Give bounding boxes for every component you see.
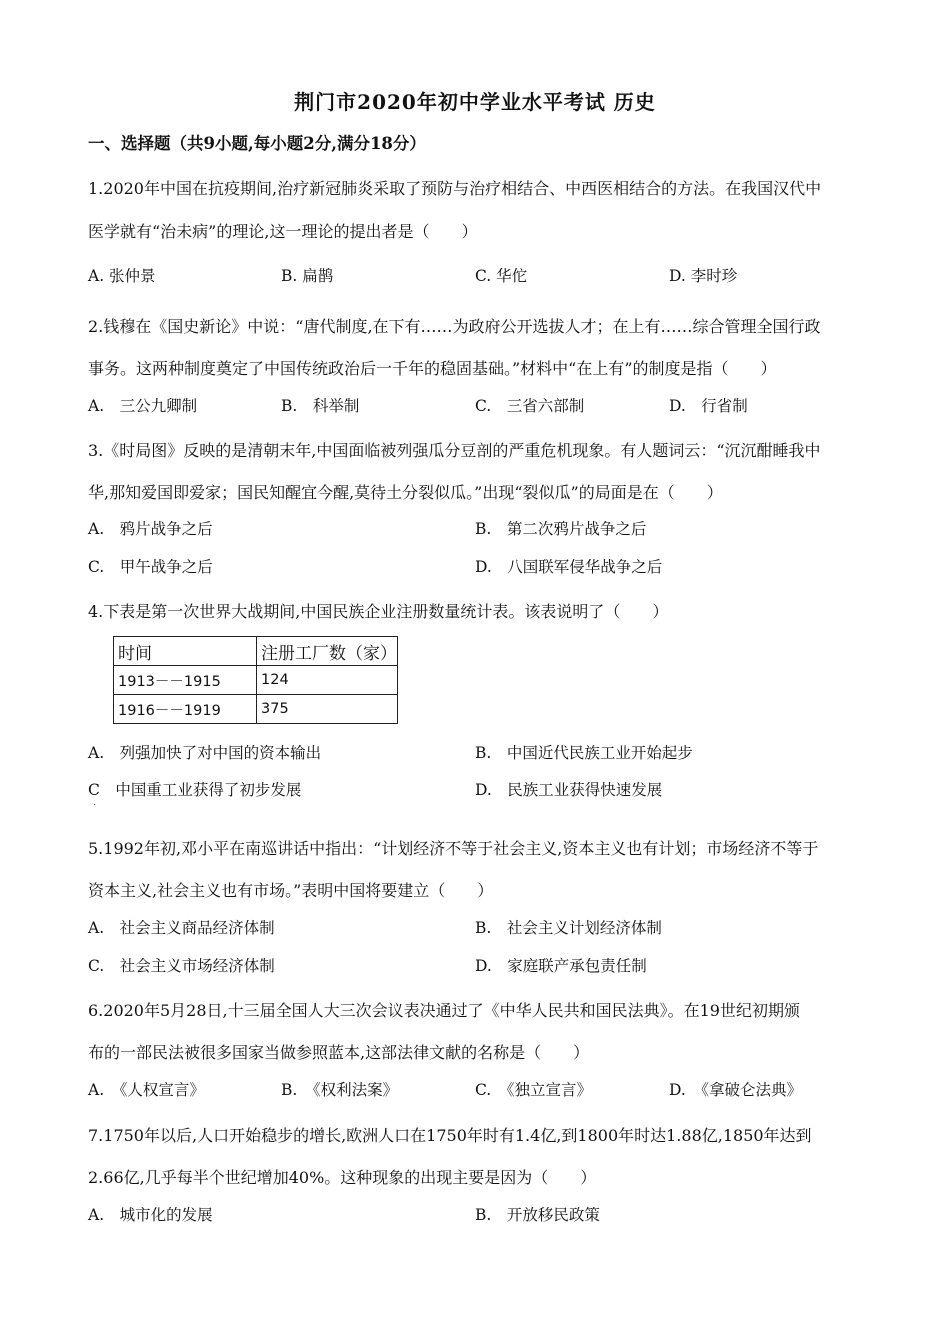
question-6-option-b: B. 《权利法案》: [281, 1081, 399, 1099]
enterprise-registration-table: [113, 636, 398, 724]
question-6-line-2: 布的一部民法被很多国家当做参照蓝本,这部法律文献的名称是（ ）: [88, 1043, 590, 1062]
question-5-line-1: 5.1992年初,邓小平在南巡讲话中指出：“计划经济不等于社会主义,资本主义也有计划；市场经济不等于: [88, 839, 819, 858]
question-4-line-1: 4.下表是第一次世界大战期间,中国民族企业注册数量统计表。该表说明了（ ）: [88, 602, 669, 621]
section-heading: 一、选择题（共9小题,每小题2分,满分18分）: [88, 134, 426, 153]
question-3-line-1: 3.《时局图》反映的是清朝末年,中国面临被列强瓜分豆剖的严重危机现象。有人题词云：“沉沉酣睡我中: [88, 441, 821, 460]
question-3-option-b: B. 第二次鸦片战争之后: [475, 520, 647, 538]
question-5-option-c: C. 社会主义市场经济体制: [88, 957, 275, 975]
question-5-line-2: 资本主义,社会主义也有市场。”表明中国将要建立（ ）: [88, 881, 494, 900]
table-cell: 1916－－1919: [114, 695, 257, 724]
question-5-option-a: A. 社会主义商品经济体制: [88, 919, 275, 937]
table-cell: 375: [257, 695, 398, 724]
question-6-line-1: 6.2020年5月28日,十三届全国人大三次会议表决通过了《中华人民共和国民法典》。在19世纪初期颁: [88, 1001, 800, 1020]
question-5-option-b: B. 社会主义计划经济体制: [475, 919, 662, 937]
question-2-option-a: A. 三公九卿制: [88, 397, 198, 415]
question-3-line-2: 华,那知爱国即爱家；国民知醒宜今醒,莫待土分裂似瓜。”出现“裂似瓜”的局面是在（ ）: [88, 483, 723, 502]
question-2-option-d: D. 行省制: [669, 397, 748, 415]
question-7-option-b: B. 开放移民政策: [475, 1206, 600, 1224]
table-header-row: [114, 637, 398, 666]
question-3-option-c: C. 甲午战争之后: [88, 558, 213, 576]
question-2-line-1: 2.钱穆在《国史新论》中说：“唐代制度,在下有……为政府公开选拔人才；在上有……综合管理全国行政: [88, 317, 821, 336]
question-1-line-1: 1.2020年中国在抗疫期间,治疗新冠肺炎采取了预防与治疗相结合、中西医相结合的方法。在我国汉代中: [88, 179, 822, 198]
table-cell: 1913－－1915: [114, 666, 257, 695]
question-3-option-d: D. 八国联军侵华战争之后: [475, 558, 663, 576]
question-6-option-c: C. 《独立宣言》: [475, 1081, 592, 1099]
question-2-line-2: 事务。这两种制度奠定了中国传统政治后一千年的稳固基础。”材料中“在上有”的制度是指（ ）: [88, 359, 777, 378]
question-6-option-a: A. 《人权宣言》: [88, 1081, 205, 1099]
question-1-option-a: A. 张仲景: [88, 267, 156, 285]
question-4-option-b: B. 中国近代民族工业开始起步: [475, 744, 693, 762]
question-1-option-d: D. 李时珍: [669, 267, 738, 285]
table-row: [114, 695, 398, 724]
page-title: 荆门市2020年初中学业水平考试 历史: [294, 90, 656, 114]
table-cell: 124: [257, 666, 398, 695]
question-1-option-b: B. 扁鹊: [281, 267, 334, 285]
question-3-option-a: A. 鸦片战争之后: [88, 520, 213, 538]
question-2-option-b: B. 科举制: [281, 397, 360, 415]
question-6-option-d: D. 《拿破仑法典》: [669, 1081, 803, 1099]
question-4-option-a: A. 列强加快了对中国的资本输出: [88, 744, 322, 762]
table-header-cell: 时间: [114, 637, 257, 666]
table-header-cell: 注册工厂数（家）: [257, 637, 398, 666]
question-7-option-a: A. 城市化的发展: [88, 1206, 213, 1224]
question-7-line-2: 2.66亿,几乎每半个世纪增加40%。这种现象的出现主要是因为（ ）: [88, 1168, 597, 1187]
question-1-option-c: C. 华佗: [475, 267, 528, 285]
table-row: [114, 666, 398, 695]
question-5-option-d: D. 家庭联产承包责任制: [475, 957, 647, 975]
question-2-option-c: C. 三省六部制: [475, 397, 585, 415]
question-1-line-2: 医学就有“治未病”的理论,这一理论的提出者是（ ）: [88, 222, 478, 241]
question-4-option-d: D. 民族工业获得快速发展: [475, 781, 663, 799]
question-7-line-1: 7.1750年以后,人口开始稳步的增长,欧洲人口在1750年时有1.4亿,到1800年时达1.88亿,1850年达到: [88, 1126, 812, 1145]
question-4-option-c: C 中国重工业获得了初步发展: [88, 781, 302, 799]
stray-dot-mark: ·: [93, 800, 97, 811]
